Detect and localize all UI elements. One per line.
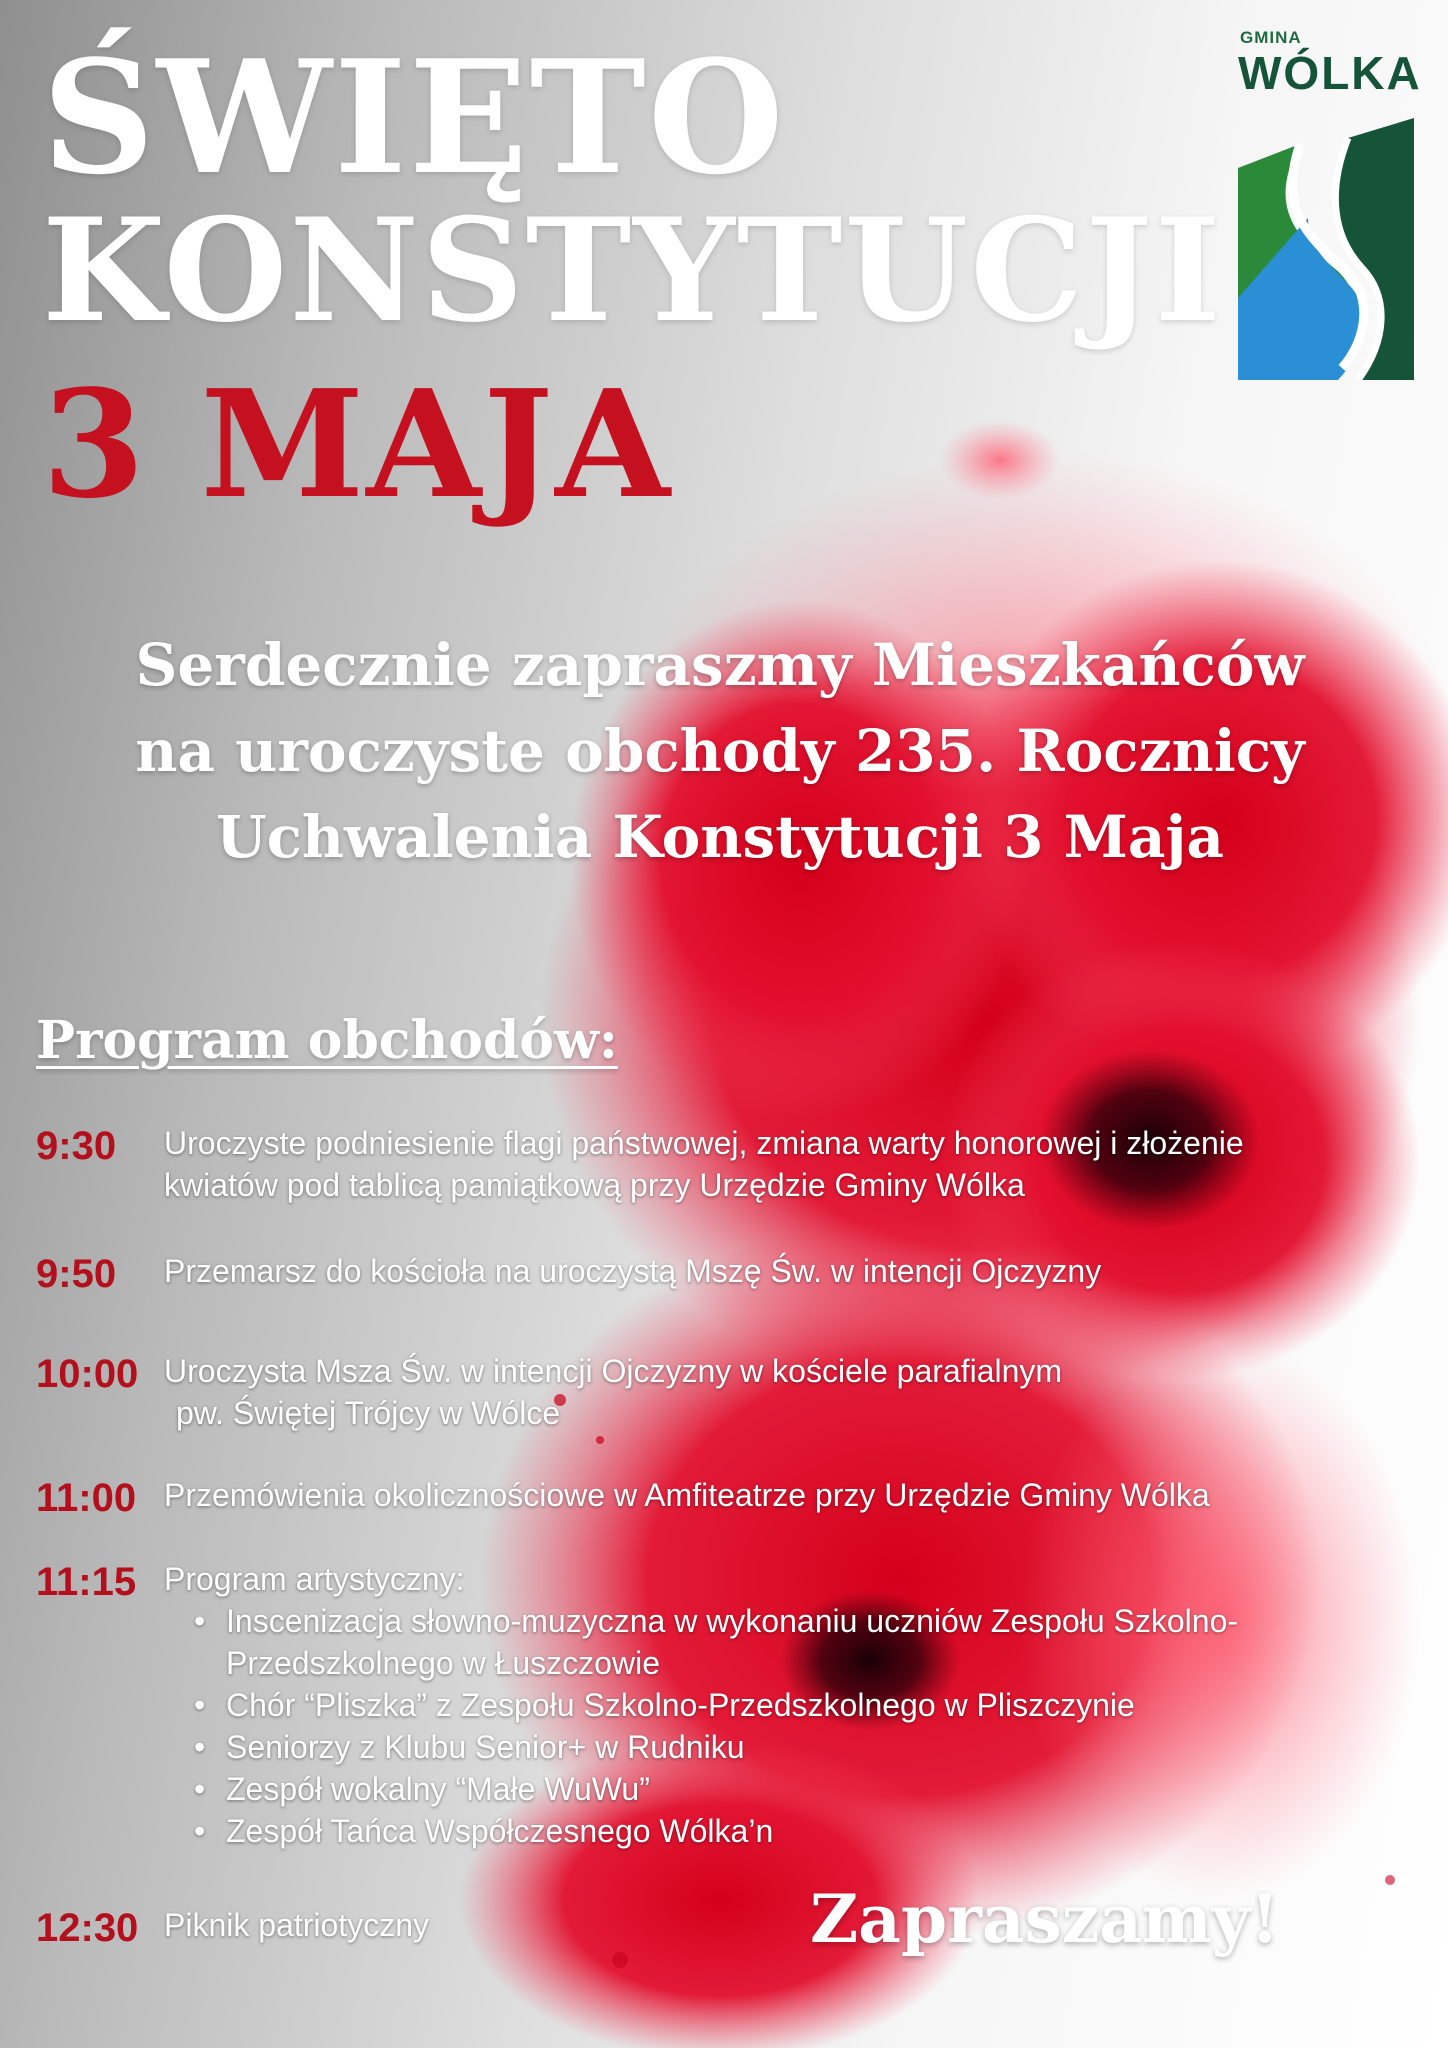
program-description [164,1122,1448,1206]
bullet-icon: • [194,1813,206,1849]
program-line: Uroczysta Msza Św. w intencji Ojczyzny w kościele parafialnym [164,1353,1063,1389]
title-line-3: 3 MAJA [42,357,673,531]
bullet-icon: • [194,1687,206,1723]
program-time: 11:15 [36,1560,137,1604]
invitation-line-3: Uchwalenia Konstytucji 3 Maja [215,803,1224,871]
gmina-wolka-logo [1238,28,1422,383]
program-line: pw. Świętej Trójcy w Wólce [176,1395,561,1431]
list-item-text: Chór “Pliszka” z Zespołu Szkolno-Przedszkolnego w Pliszczynie [226,1687,1135,1723]
list-item-text: Seniorzy z Klubu Senior+ w Rudniku [226,1729,745,1765]
program-time: 11:00 [36,1476,137,1520]
invitation-text [40,622,1400,880]
invitation-line-1: Serdecznie zapraszmy Mieszkańców [135,631,1305,699]
logo-big-text: WÓLKA [1238,47,1422,99]
list-item-continuation [164,1642,1448,1684]
logo-small-text: GMINA [1240,28,1302,47]
program-description [164,1558,1448,1852]
program-line: Piknik patriotyczny [164,1907,429,1943]
list-item-text: Inscenizacja słowno-muzyczna w wykonaniu uczniów Zespołu Szkolno- [226,1603,1239,1639]
river-emblem-icon [1238,98,1414,380]
list-item-text: Przedszkolnego w Łuszczowie [226,1645,660,1681]
program-line: Program artystyczny: [164,1561,465,1597]
program-line: Uroczyste podniesienie flagi państwowej, zmiana warty honorowej i złożenie [164,1125,1244,1161]
program-line: kwiatów pod tablicą pamiątkową przy Urzędzie Gminy Wólka [164,1167,1025,1203]
list-item [164,1768,1448,1810]
program-description [164,1350,1448,1434]
list-item-text: Zespół wokalny “Małe WuWu” [226,1771,650,1807]
list-item [164,1684,1448,1726]
program-description [164,1474,1448,1516]
bullet-icon: • [194,1771,206,1807]
title-line-1: ŚWIĘTO [42,26,786,209]
invitation-line-2: na uroczyste obchody 235. Rocznicy [135,717,1305,785]
closing-text: Zapraszamy! [810,1880,1280,1958]
program-line: Przemówienia okolicznościowe w Amfiteatrze przy Urzędzie Gminy Wólka [164,1477,1210,1513]
program-time: 9:50 [36,1252,117,1296]
artistic-program-list [164,1600,1448,1852]
list-item [164,1726,1448,1768]
list-item [164,1600,1448,1642]
bullet-icon: • [194,1603,206,1639]
program-description [164,1250,1448,1292]
program-heading: Program obchodów: [36,1010,618,1071]
program-time: 9:30 [36,1124,117,1168]
bullet-icon: • [194,1729,206,1765]
title-line-2: KONSTYTUCJI [42,188,1223,354]
program-time: 12:30 [36,1906,139,1950]
program-time: 10:00 [36,1352,139,1396]
list-item-text: Zespół Tańca Współczesnego Wólka’n [226,1813,774,1849]
program-line: Przemarsz do kościoła na uroczystą Mszę Św. w intencji Ojczyzny [164,1253,1102,1289]
list-item [164,1810,1448,1852]
